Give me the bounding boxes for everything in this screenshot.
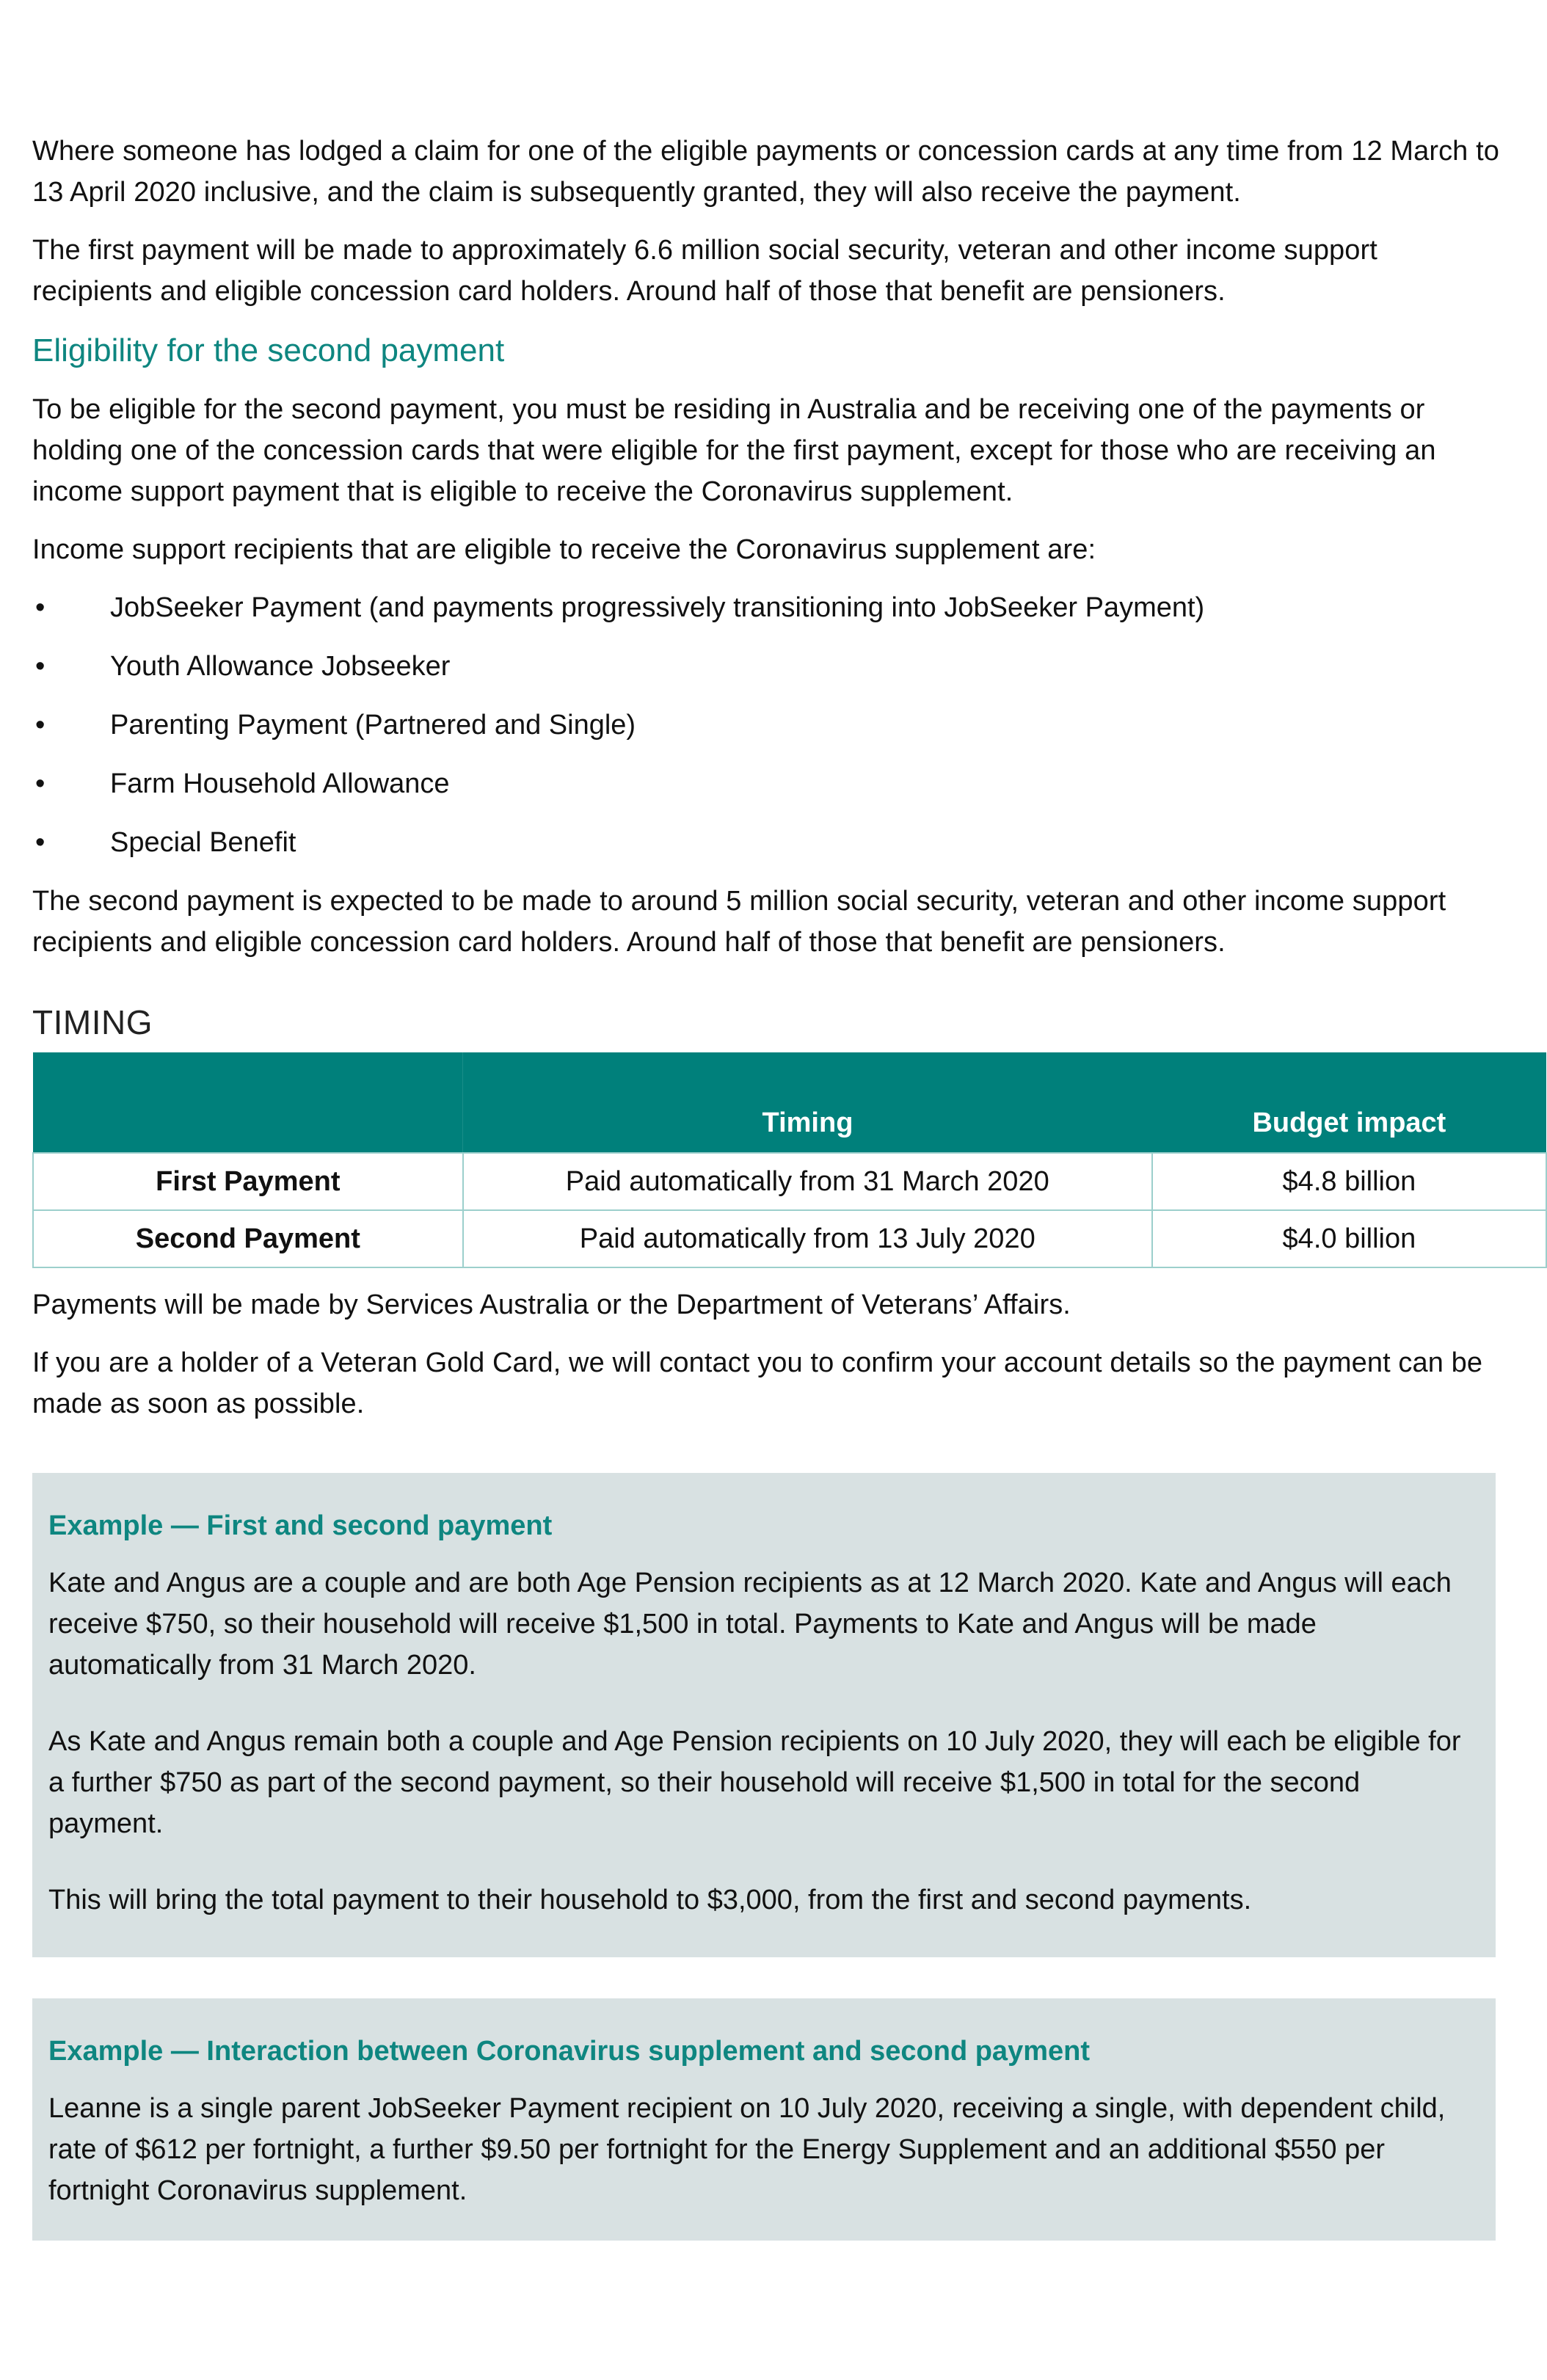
list-item-text: Special Benefit: [110, 827, 296, 858]
column-header-budget-impact: Budget impact: [1152, 1052, 1546, 1153]
eligibility-paragraph-1: To be eligible for the second payment, you must be residing in Australia and be receiving one of the payments or holding one of the concession cards that were eligible for the first payment, except for those who are receiving an income support payment that is eligible to receive the Coronavirus supplement.: [32, 394, 1436, 507]
list-item-text: Parenting Payment (Partnered and Single): [110, 710, 636, 740]
list-item: [32, 763, 1500, 804]
example-paragraph: Leanne is a single parent JobSeeker Payment recipient on 10 July 2020, receiving a single, with dependent child, rate of $612 per fortnight, a further $9.50 per fortnight for the Energy Supplement and an additional $550 per fortnight Coronavirus supplement.: [48, 2093, 1446, 2206]
bullet-icon: •: [35, 768, 46, 799]
timing-heading: TIMING: [32, 1003, 153, 1041]
list-item: [32, 646, 1500, 687]
list-item: [32, 822, 1500, 863]
example-paragraph: This will bring the total payment to their household to $3,000, from the first and second payments.: [48, 1885, 1252, 1915]
list-item-text: Farm Household Allowance: [110, 768, 450, 799]
eligible-payments-list: [32, 587, 1500, 863]
eligibility-paragraph-2: Income support recipients that are eligible to receive the Coronavirus supplement are:: [32, 534, 1096, 565]
bullet-icon: •: [35, 592, 46, 623]
column-header-timing: Timing: [463, 1052, 1152, 1153]
timing-paragraph-2: If you are a holder of a Veteran Gold Card, we will contact you to confirm your account details so the payment can be made as soon as possible.: [32, 1347, 1483, 1419]
second-payment-eligibility-heading: Eligibility for the second payment: [32, 332, 505, 368]
bullet-icon: •: [35, 827, 46, 858]
example-title: Example — First and second payment: [48, 1510, 553, 1541]
list-item-text: Youth Allowance Jobseeker: [110, 651, 451, 682]
eligibility-paragraph-3: The second payment is expected to be made to around 5 million social security, veteran and other income support recipients and eligible concession card holders. Around half of those that benefit are pensioners.: [32, 886, 1446, 958]
table-row: [33, 1210, 1546, 1267]
bullet-icon: •: [35, 710, 46, 740]
list-item-text: JobSeeker Payment (and payments progressively transitioning into JobSeeker Payment): [110, 592, 1205, 623]
intro-paragraph-2: The first payment will be made to approximately 6.6 million social security, veteran and other income support recipients and eligible concession card holders. Around half of those that benefit are pensioners.: [32, 235, 1377, 307]
timing-table: [32, 1052, 1547, 1268]
bullet-icon: •: [35, 651, 46, 682]
example-paragraph: Kate and Angus are a couple and are both Age Pension recipients as at 12 March 2020. Kate and Angus will each receive $750, so their household will receive $1,500 in total. Payments to Kate and Angus will be made automatically from 31 March 2020.: [48, 1568, 1452, 1681]
row-label: Second Payment: [33, 1210, 463, 1267]
document-page: [32, 131, 1500, 2241]
list-item: [32, 705, 1500, 746]
table-row: [33, 1153, 1546, 1210]
budget-impact-cell: $4.8 billion: [1152, 1153, 1546, 1210]
example-box-coronavirus-supplement: [32, 1998, 1496, 2241]
table-header-row: [33, 1052, 1546, 1153]
timing-cell: Paid automatically from 31 March 2020: [463, 1153, 1152, 1210]
column-header-blank: [33, 1052, 463, 1153]
timing-cell: Paid automatically from 13 July 2020: [463, 1210, 1152, 1267]
example-paragraph: As Kate and Angus remain both a couple and Age Pension recipients on 10 July 2020, they will each be eligible for a further $750 as part of the second payment, so their household will receive $1,500 in total for the second payment.: [48, 1726, 1461, 1839]
example-box-first-second-payment: [32, 1473, 1496, 1957]
list-item: [32, 587, 1500, 628]
row-label: First Payment: [33, 1153, 463, 1210]
timing-paragraph-1: Payments will be made by Services Australia or the Department of Veterans’ Affairs.: [32, 1289, 1071, 1320]
intro-paragraph-1: Where someone has lodged a claim for one of the eligible payments or concession cards at any time from 12 March to 13 April 2020 inclusive, and the claim is subsequently granted, they will also receive the payment.: [32, 136, 1499, 208]
budget-impact-cell: $4.0 billion: [1152, 1210, 1546, 1267]
example-title: Example — Interaction between Coronavirus supplement and second payment: [48, 2036, 1090, 2067]
